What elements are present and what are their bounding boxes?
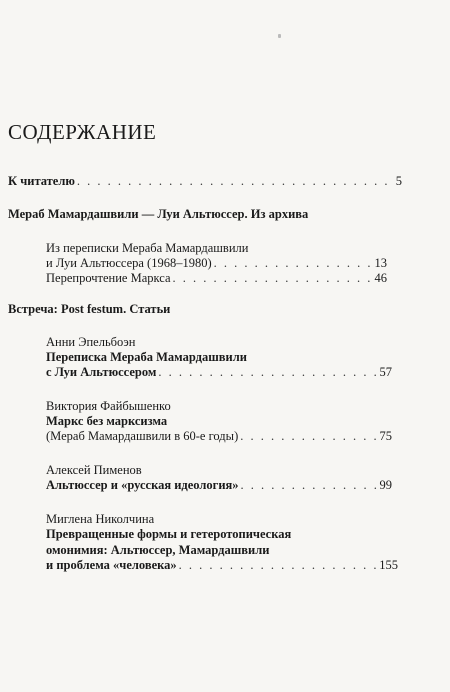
entry-title: и проблема «человека» [46,558,177,572]
dot-leader [77,173,394,190]
entry-title: с Луи Альтюссером [46,365,157,379]
dot-leader [179,557,378,574]
article-title-line2: омонимия: Альтюссер, Мамардашвили [46,543,270,557]
entry-page: 46 [374,271,387,285]
toc-entry-article-3 [46,477,392,494]
section-heading-articles: Встреча: Post festum. Статьи [8,302,171,316]
article-author: Виктория Файбышенко [46,399,171,413]
article-title-line1: Переписка Мераба Мамардашвили [46,350,247,364]
dot-leader [158,364,377,381]
entry-title: Перепрочтение Маркса [46,271,171,285]
entry-page: 155 [379,558,398,572]
dot-leader [240,428,377,445]
entry-title: Альтюссер и «русская идеология» [46,478,239,492]
article-author: Алексей Пименов [46,463,142,477]
entry-title: (Мераб Мамардашвили в 60-е годы) [46,429,239,443]
article-author: Миглена Николчина [46,512,155,526]
toc-entry-article-1 [46,364,392,381]
article-author: Анни Эпельбоэн [46,335,136,349]
toc-entry-rereading-marx [46,270,387,287]
toc-entry-correspondence-line1: Из переписки Мераба Мамардашвили [46,241,249,255]
toc-entry-article-4 [46,557,398,574]
entry-page: 13 [374,256,387,270]
dot-leader [241,477,378,494]
toc-entry-reader [8,173,402,190]
entry-title: К читателю [8,174,75,188]
dot-leader [173,270,373,287]
entry-page: 99 [379,478,392,492]
article-title-line1: Маркс без марксизма [46,414,168,428]
toc-entry-article-2 [46,428,392,445]
entry-title: и Луи Альтюссера (1968–1980) [46,256,212,270]
page-speck [278,34,281,38]
section-heading-archive: Мераб Мамардашвили — Луи Альтюссер. Из архива [8,207,309,221]
article-title-line1: Превращенные формы и гетеротопическая [46,527,292,541]
entry-page: 75 [379,429,392,443]
page-title: СОДЕРЖАНИЕ [8,120,157,144]
entry-page: 57 [379,365,392,379]
entry-page: 5 [395,174,402,188]
